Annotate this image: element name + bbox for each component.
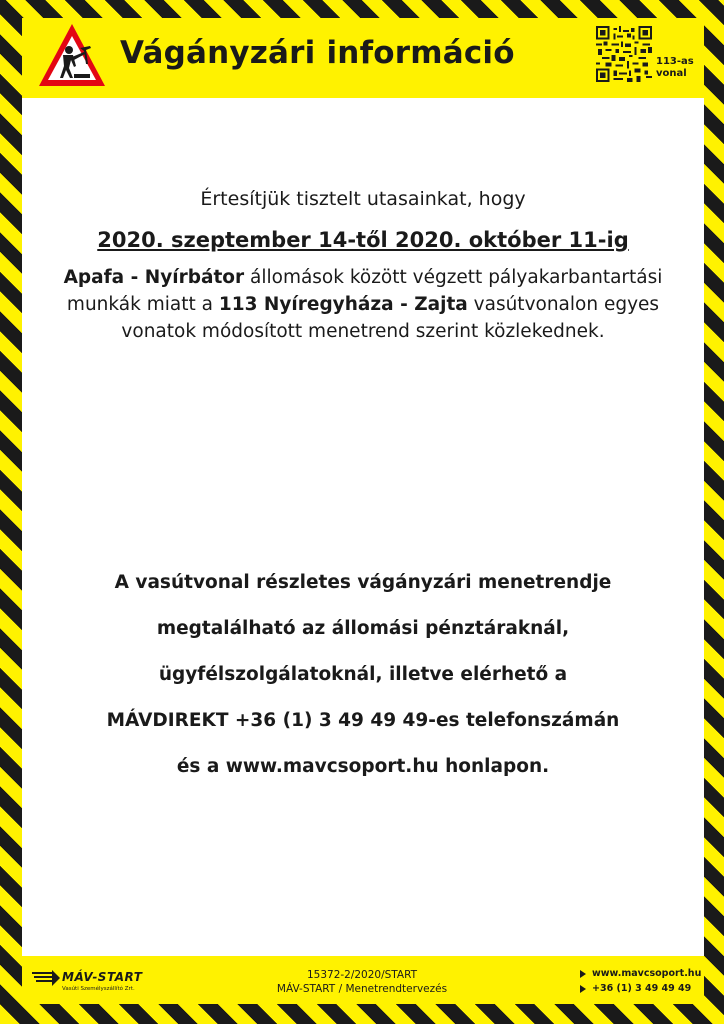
- page-title: Vágányzári információ: [120, 35, 515, 71]
- line-label: [656, 56, 704, 80]
- department: MÁV-START / Menetrendtervezés: [276, 983, 448, 995]
- arrow-right-icon: [580, 985, 586, 993]
- document-number: 15372-2/2020/START: [306, 969, 418, 981]
- notice-text-2: vasútvonalon egyes vonatok módosított menetrend szerint közlekednek.: [121, 294, 660, 342]
- notice-intro: Értesítjük tisztelt utasainkat, hogy: [200, 188, 526, 210]
- qr-code-icon[interactable]: [596, 26, 652, 82]
- train-logo-icon: [32, 970, 60, 990]
- line-word: vonal: [656, 68, 687, 79]
- footer-contacts: [580, 966, 704, 996]
- notice-dates: 2020. szeptember 14-től 2020. október 11-ig: [97, 228, 629, 252]
- details-line-2: megtalálható az állomási pénztáraknál,: [156, 618, 570, 639]
- line-number: 113-as: [656, 56, 694, 67]
- details-line-4: MÁVDIREKT +36 (1) 3 49 49 49-es telefonszámán: [106, 710, 620, 731]
- details-block: [22, 560, 704, 790]
- notice-text-1: állomások között végzett pályakarbantartási munkák miatt a: [66, 267, 663, 315]
- notice-body: [42, 264, 684, 345]
- details-line-3: ügyfélszolgálatoknál, illetve elérhető a: [158, 664, 568, 685]
- details-line-1: A vasútvonal részletes vágányzári menetrendje: [114, 572, 612, 593]
- document-reference: [222, 968, 502, 996]
- notice-content: [22, 98, 704, 956]
- notice-stations: Apafa - Nyírbátor: [63, 267, 245, 288]
- details-line-5: és a www.mavcsoport.hu honlapon.: [176, 756, 550, 777]
- footer-phone-row[interactable]: [580, 981, 704, 996]
- logo-subtitle: Vasúti Személyszállító Zrt.: [62, 986, 135, 992]
- arrow-right-icon: [580, 970, 586, 978]
- roadwork-warning-sign-icon: [36, 20, 108, 92]
- footer-bar: [22, 956, 704, 1004]
- header-bar: [22, 18, 704, 98]
- notice-line-name: 113 Nyíregyháza - Zajta: [218, 294, 468, 315]
- footer-website-row[interactable]: [580, 966, 704, 981]
- mav-start-logo: [32, 962, 144, 994]
- footer-website[interactable]: www.mavcsoport.hu: [592, 968, 702, 979]
- logo-text: MÁV-START: [62, 970, 143, 984]
- footer-phone[interactable]: +36 (1) 3 49 49 49: [592, 983, 692, 994]
